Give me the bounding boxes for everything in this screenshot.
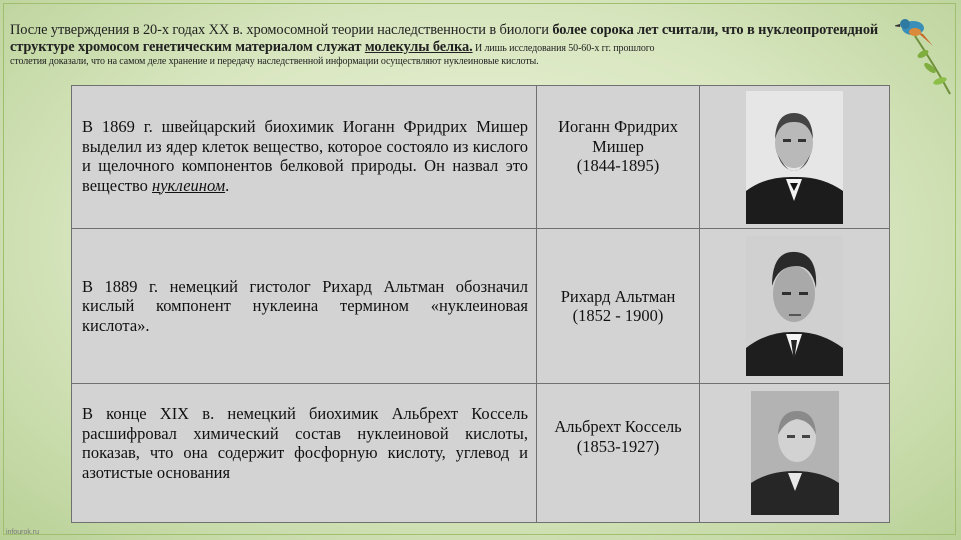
intro-bold-underlined: молекулы белка. (364, 39, 473, 55)
scientist-name-cell (537, 86, 700, 229)
table-row (72, 384, 890, 523)
scientists-table (71, 85, 890, 523)
description-text: В 1889 г. немецкий гистолог Рихард Альтман обозначил кислый компонент нуклеина термином «нуклеиновая кислота». (82, 276, 529, 335)
scientist-years: (1852 - 1900) (572, 306, 664, 325)
table-row (72, 86, 890, 229)
scientist-name: Рихард Альтман (560, 286, 676, 306)
intro-bold-text: более сорока лет считали, что в нуклеопротеидной структуре хромосом генетическим материалом служат (10, 22, 879, 55)
portrait-cell (700, 229, 890, 384)
portrait-cell (700, 384, 890, 523)
intro-small-line: столетия доказали, что на самом деле хранение и передачу наследственной информации осуществляют нуклеиновые кислоты. (10, 56, 539, 67)
scientist-name: Альбрехт Коссель (554, 417, 682, 436)
description-text: В конце XIX в. немецкий биохимик Альбрехт Коссель расшифровал химический состав нуклеиновой кислоты, показав, что она содержит фосфорную кислоту, углевод и азотистые основания (82, 404, 529, 482)
description-text: В 1869 г. швейцарский биохимик Иоганн Фридрих Мишер выделил из ядер клеток вещество, которое состояло из кислого и щелочного компонентов белковой природы. Он назвал это вещество (82, 117, 529, 195)
portrait-miescher (746, 91, 843, 224)
description-end: . (225, 175, 230, 195)
scientist-name-cell (537, 229, 700, 384)
portrait-altmann (746, 236, 843, 376)
portrait-cell (700, 86, 890, 229)
scientist-years: (1844-1895) (576, 156, 660, 175)
portrait-kossel (751, 391, 839, 515)
row-description (72, 86, 537, 229)
footer-source: infourok.ru (6, 529, 40, 536)
scientist-name: Иоганн Фридрих Мишер (558, 117, 678, 156)
term-nuclein: нуклеином (152, 175, 226, 195)
intro-text: После утверждения в 20-х годах XX в. хромосомной теории наследственности в биологи (10, 22, 553, 38)
row-description (72, 384, 537, 523)
intro-paragraph (10, 22, 900, 68)
table-row (72, 229, 890, 384)
scientist-years: (1853-1927) (576, 436, 660, 456)
bird-decoration-icon (895, 6, 955, 96)
scientist-name-cell (537, 384, 700, 523)
row-description (72, 229, 537, 384)
intro-small-text: И лишь исследования 50-60-х гг. прошлого (472, 43, 655, 54)
